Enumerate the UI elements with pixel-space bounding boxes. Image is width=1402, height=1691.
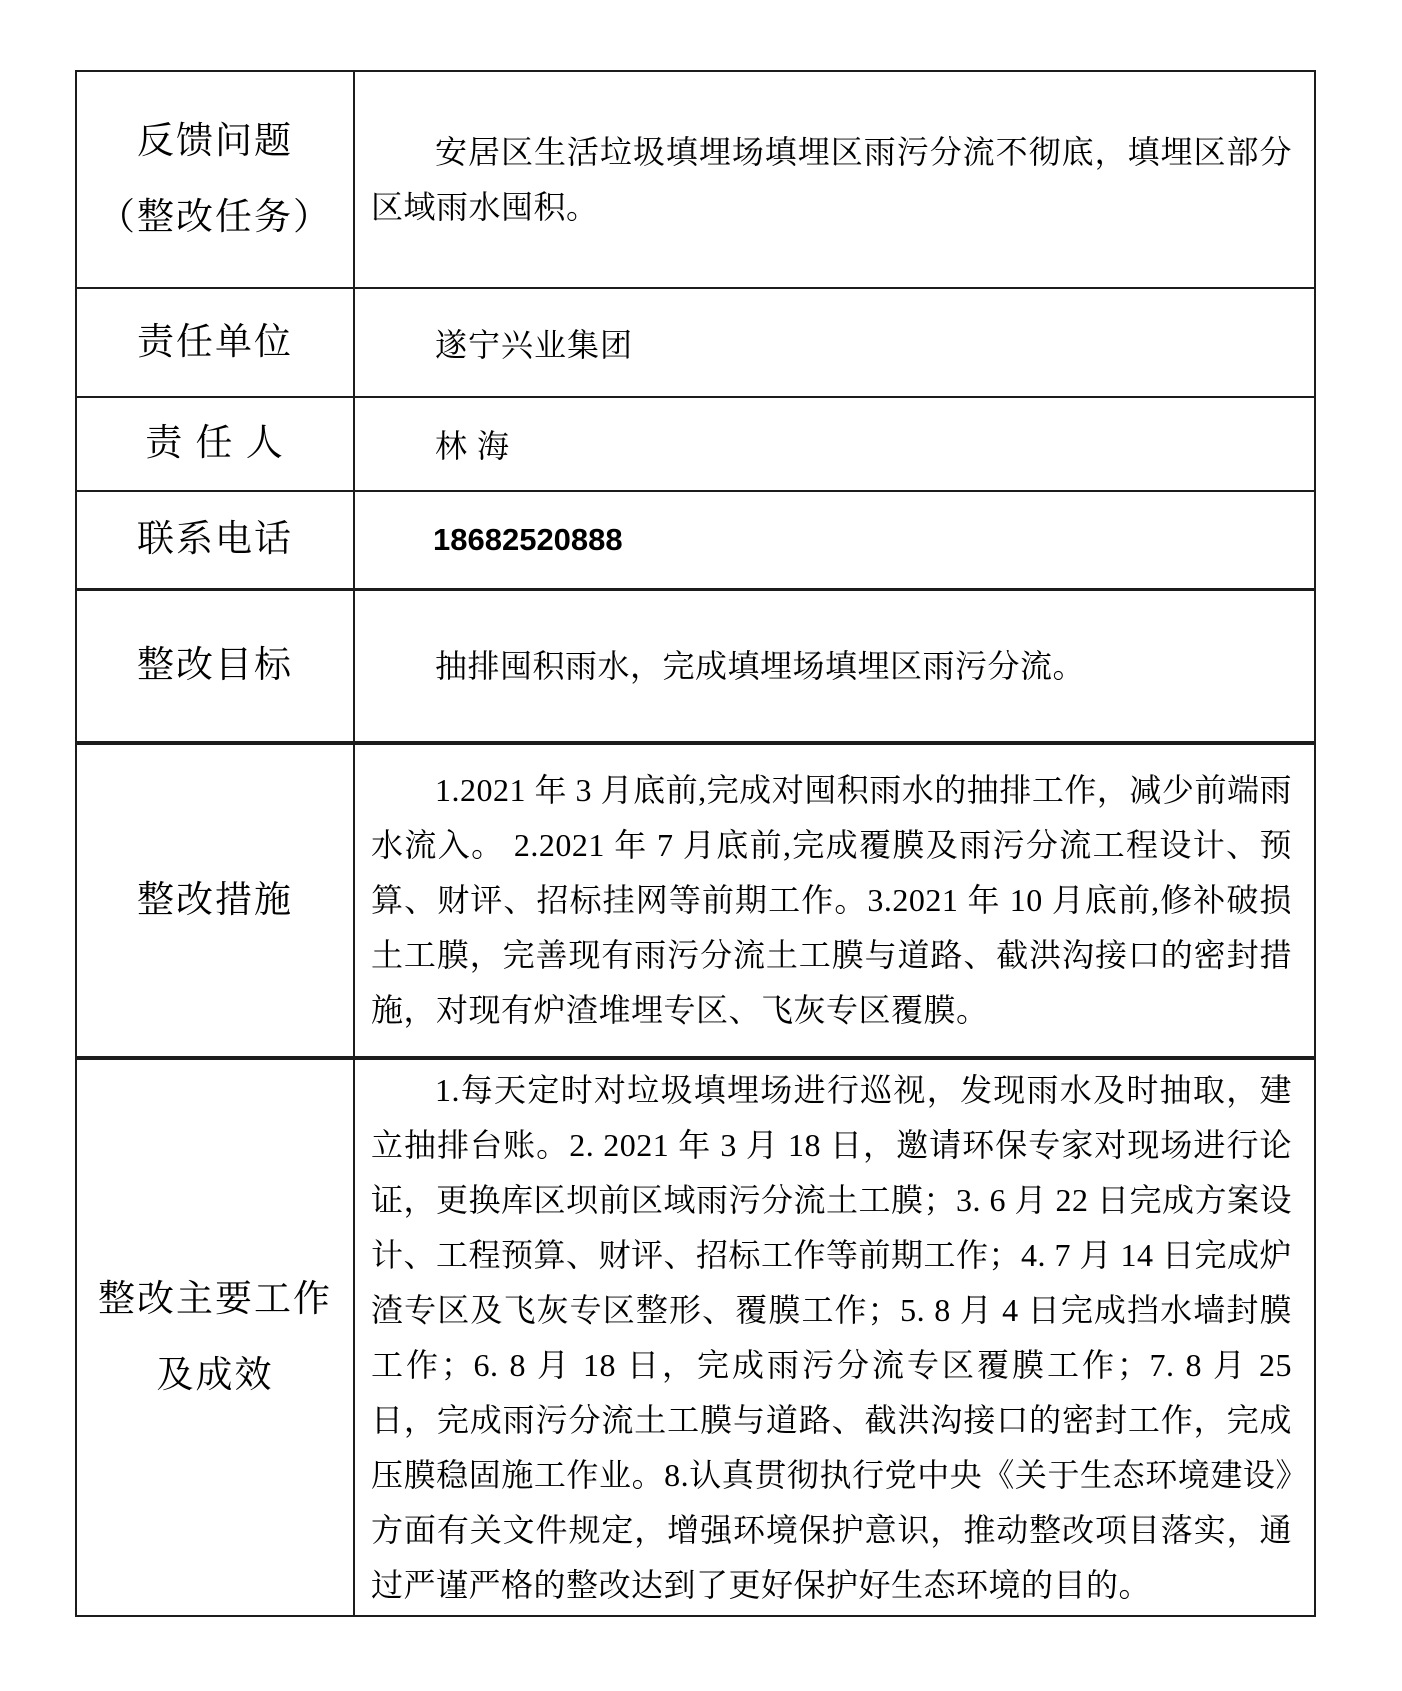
- label-line: 及成效: [156, 1354, 274, 1396]
- label-contact-phone-lines: [137, 502, 293, 578]
- label-line: 整改目标: [137, 645, 293, 686]
- value-feedback-problem: [355, 72, 1314, 289]
- label-responsible-person-lines: [145, 406, 285, 482]
- value-responsible-person: [355, 398, 1314, 492]
- label-rectification-goal: [77, 591, 355, 745]
- label-line: 责 任 人: [145, 423, 285, 464]
- main-work-results-text: 1.每天定时对垃圾填埋场进行巡视，发现雨水及时抽取，建立抽排台账。2. 2021 年 3 月 18 日，邀请环保专家对现场进行论证，更换库区坝前区域雨污分流土工膜；3. 6 月 22 日完成方案设计、工程预算、财评、招标工作等前期工作；4. 7 月 14 日完成炉渣专区及飞灰专区整形、覆膜工作；5. 8 月 4 日完成挡水墙封膜工作；6. 8 月 18 日，完成雨污分流专区覆膜工作；7. 8 月 25 日，完成雨污分流土工膜与道路、截洪沟接口的密封工作，完成压膜稳固施工作业。8.认真贯彻执行党中央《关于生态环境建设》方面有关文件规定，增强环境保护意识，推动整改项目落实，通过严谨严格的整改达到了更好保护好生态环境的目的。: [371, 1071, 1293, 1603]
- label-feedback-problem-lines: [98, 104, 332, 256]
- label-contact-phone: [77, 492, 355, 591]
- label-rectification-goal-lines: [137, 628, 293, 704]
- contact-phone-text: 18682520888: [433, 522, 623, 557]
- label-rectification-measures: [77, 745, 355, 1060]
- label-main-work-results-lines: [98, 1262, 332, 1414]
- value-contact-phone: [355, 492, 1314, 591]
- label-line: 整改主要工作: [98, 1278, 332, 1320]
- label-responsible-unit: [77, 289, 355, 398]
- label-line: 反馈问题: [137, 120, 293, 162]
- rectification-measures-text: 1.2021 年 3 月底前,完成对囤积雨水的抽排工作，减少前端雨水流入。 2.2021 年 7 月底前,完成覆膜及雨污分流工程设计、预算、财评、招标挂网等前期工作。3.2021 年 10 月底前,修补破损土工膜，完善现有雨污分流土工膜与道路、截洪沟接口的密封措施，对现有炉渣堆埋专区、飞灰专区覆膜。: [371, 772, 1292, 1028]
- label-line: 责任单位: [137, 321, 293, 363]
- label-feedback-problem: [77, 72, 355, 289]
- responsible-person-text: 林 海: [435, 428, 511, 464]
- value-rectification-measures: [355, 745, 1314, 1060]
- value-rectification-goal: [355, 591, 1314, 745]
- label-line: 联系电话: [137, 519, 293, 560]
- rectification-table: [75, 70, 1316, 1617]
- value-responsible-unit: [355, 289, 1314, 398]
- feedback-problem-text: 安居区生活垃圾填埋场填埋区雨污分流不彻底，填埋区部分区域雨水囤积。: [371, 133, 1292, 225]
- label-line: 整改措施: [137, 879, 293, 921]
- value-main-work-results: [355, 1060, 1314, 1615]
- label-line: （整改任务）: [98, 196, 332, 238]
- label-main-work-results: [77, 1060, 355, 1615]
- responsible-unit-text: 遂宁兴业集团: [435, 326, 634, 363]
- label-rectification-measures-lines: [137, 863, 293, 939]
- rectification-goal-text: 抽排囤积雨水，完成填埋场填埋区雨污分流。: [435, 647, 1086, 684]
- label-responsible-unit-lines: [137, 305, 293, 381]
- label-responsible-person: [77, 398, 355, 492]
